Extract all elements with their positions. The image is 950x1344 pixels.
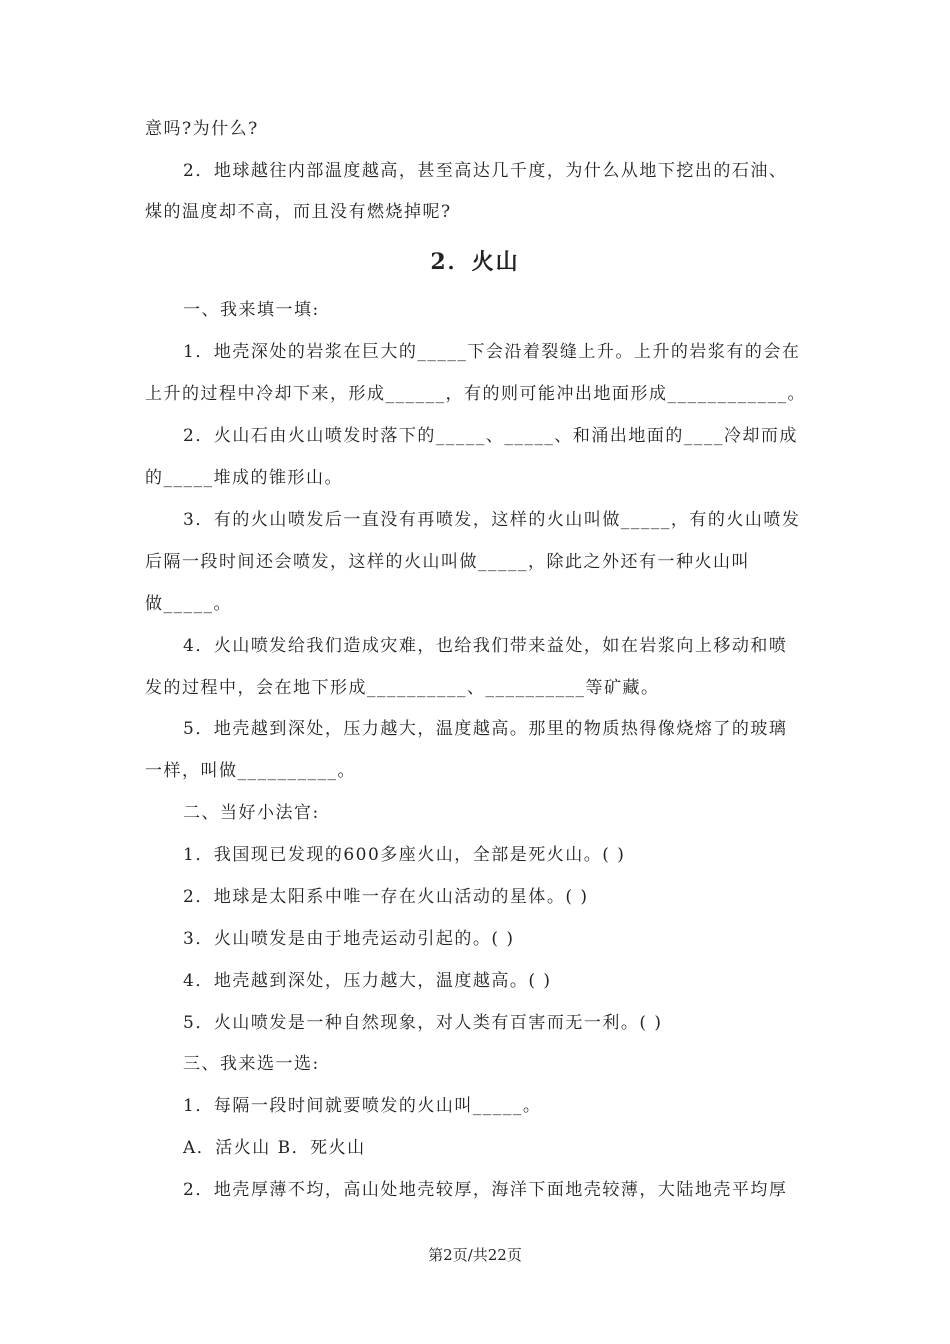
judge-item-1: 1．我国现已发现的600多座火山，全部是死火山。( ) xyxy=(183,845,626,865)
judge-item-2: 2．地球是太阳系中唯一存在火山活动的星体。( ) xyxy=(183,887,589,907)
text-line-15: 一样，叫做__________。 xyxy=(145,761,356,781)
judge-item-5: 5．火山喷发是一种自然现象，对人类有百害而无一利。( ) xyxy=(183,1013,663,1033)
text-line-12: 4．火山喷发给我们造成灾难，也给我们带来益处，如在岩浆向上移动和喷 xyxy=(183,636,788,656)
section-heading-fill: 一、我来填一填: xyxy=(183,300,320,320)
section-title: 2．火山 xyxy=(430,249,520,275)
text-line-7: 2．火山石由火山喷发时落下的_____、_____、和涌出地面的____冷却而成 xyxy=(183,426,798,446)
choose-options-1: A．活火山 B．死火山 xyxy=(183,1138,366,1158)
text-line-2: 2．地球越往内部温度越高，甚至高达几千度，为什么从地下挖出的石油、 xyxy=(183,161,788,181)
page-footer: 第2页/共22页 xyxy=(428,1246,522,1264)
section-heading-judge: 二、当好小法官: xyxy=(183,803,320,823)
text-line-5: 1．地壳深处的岩浆在巨大的_____下会沿着裂缝上升。上升的岩浆有的会在 xyxy=(183,342,801,362)
choose-item-1: 1．每隔一段时间就要喷发的火山叫_____。 xyxy=(183,1096,542,1116)
judge-item-3: 3．火山喷发是由于地壳运动引起的。( ) xyxy=(183,929,515,949)
text-line-3: 煤的温度却不高，而且没有燃烧掉呢? xyxy=(145,202,452,222)
text-line-8: 的_____堆成的锥形山。 xyxy=(145,468,343,488)
text-line-14: 5．地壳越到深处，压力越大，温度越高。那里的物质热得像烧熔了的玻璃 xyxy=(183,719,788,739)
text-line-1: 意吗?为什么? xyxy=(145,119,259,139)
text-line-11: 做_____。 xyxy=(145,594,232,614)
section-heading-choose: 三、我来选一选: xyxy=(183,1054,320,1074)
text-line-6: 上升的过程中冷却下来，形成______，有的则可能冲出地面形成____________。 xyxy=(145,384,806,404)
choose-item-2: 2．地壳厚薄不均，高山处地壳较厚，海洋下面地壳较薄，大陆地壳平均厚 xyxy=(183,1180,788,1200)
text-line-10: 后隔一段时间还会喷发，这样的火山叫做_____，除此之外还有一种火山叫 xyxy=(145,552,750,572)
judge-item-4: 4．地壳越到深处，压力越大，温度越高。( ) xyxy=(183,971,552,991)
text-line-13: 发的过程中，会在地下形成__________、__________等矿藏。 xyxy=(145,678,660,698)
text-line-9: 3．有的火山喷发后一直没有再喷发，这样的火山叫做_____，有的火山喷发 xyxy=(183,510,801,530)
